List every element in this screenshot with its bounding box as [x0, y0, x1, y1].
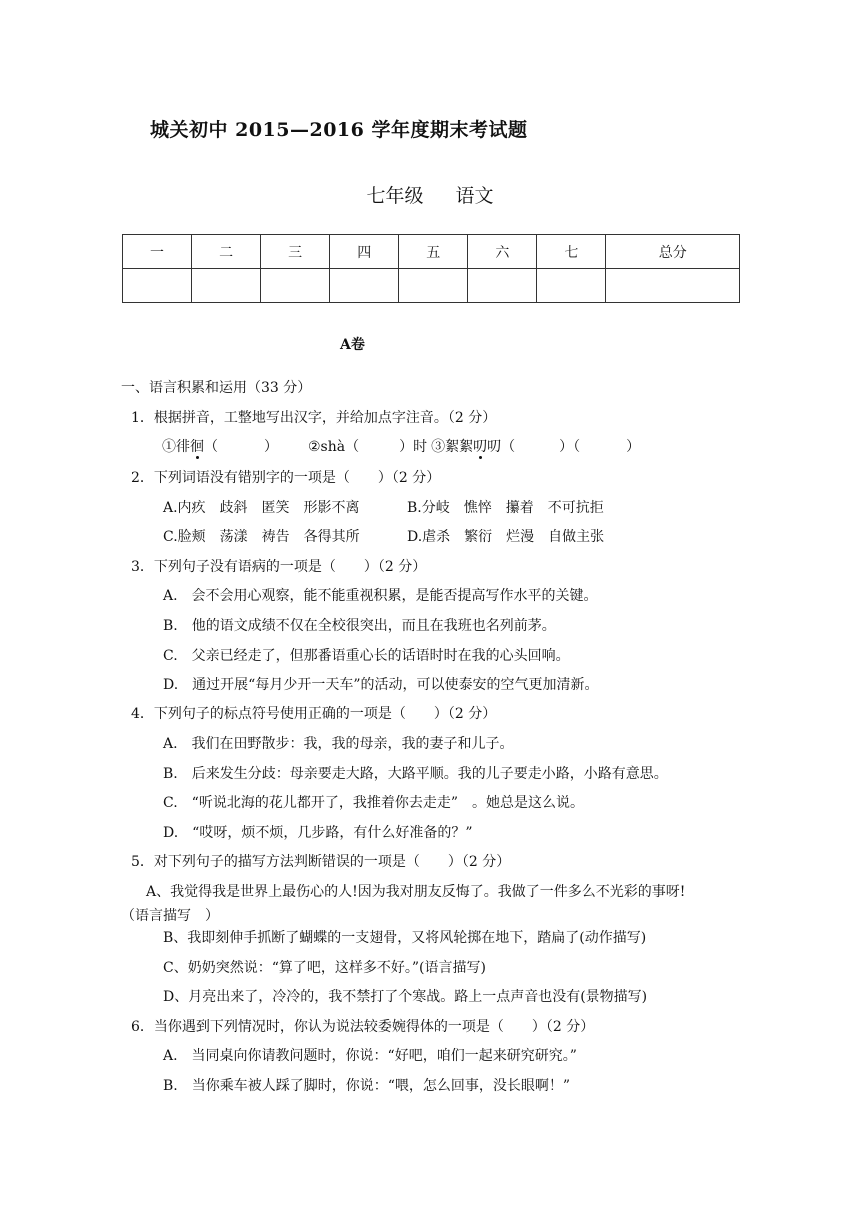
- q6-text: 6．当你遇到下列情况时，你认为说法较委婉得体的一项是（ ）（2 分）: [131, 1019, 595, 1035]
- q1-item1-pre: ①徘: [162, 439, 190, 455]
- score-col-7: 七: [537, 235, 606, 269]
- q4-option-c: C. “听说北海的花儿都开了，我推着你去走走” 。她总是这么说。: [163, 795, 584, 811]
- q5-option-a-note: （语言描写 ）: [121, 908, 219, 924]
- score-col-3: 三: [261, 235, 330, 269]
- exam-subtitle: [0, 181, 860, 208]
- q1-item1-dotted: 徊: [190, 439, 204, 455]
- q6-option-a: A. 当同桌向你请教问题时，你说：“好吧，咱们一起来研究研究。”: [163, 1048, 577, 1064]
- q4-option-d: D. “哎呀，烦不烦，几步路，有什么好准备的？”: [163, 825, 473, 841]
- q2-text: 2．下列词语没有错别字的一项是（ ）（2 分）: [131, 470, 441, 486]
- q1-item1-open: （: [204, 439, 218, 455]
- q1-item3-open: 叨（: [487, 439, 516, 455]
- q2-option-d: D.虐杀 繁衍 烂漫 自做主张: [407, 529, 605, 545]
- score-cell: [537, 269, 606, 303]
- score-table-header-row: [123, 235, 740, 269]
- score-col-4: 四: [330, 235, 399, 269]
- q2-option-a: A.内疚 歧斜 匿笑 形影不离: [163, 500, 360, 516]
- q1-item3-close: ）: [626, 439, 641, 455]
- q1-items: [162, 436, 640, 456]
- subject-label: 语文: [455, 185, 494, 207]
- q1-item1-close: ）: [264, 439, 278, 455]
- score-col-total: 总分: [606, 235, 740, 269]
- q2-option-b: B.分岐 憔悴 攥着 不可抗拒: [407, 500, 604, 516]
- exam-title: 城关初中 2015—2016 学年度期末考试题: [150, 119, 528, 141]
- section-a-label: A卷: [340, 337, 365, 353]
- q1-item2-close: ）时: [399, 439, 428, 455]
- grade-label: 七年级: [366, 185, 424, 207]
- score-table: [122, 234, 740, 303]
- q4-text: 4．下列句子的标点符号使用正确的一项是（ ）（2 分）: [131, 706, 497, 722]
- score-cell: [606, 269, 740, 303]
- q3-option-b: B. 他的语文成绩不仅在全校很突出，而且在我班也名列前茅。: [163, 618, 556, 634]
- q2-option-c: C.脸颊 荡漾 祷告 各得其所: [163, 529, 360, 545]
- q5-option-a: A、我觉得我是世界上最伤心的人!因为我对朋友反悔了。我做了一件多么不光彩的事呀!: [146, 884, 686, 900]
- q1-item2: ②shà（: [308, 439, 360, 455]
- score-cell: [261, 269, 330, 303]
- q3-option-d: D. 通过开展“每月少开一天车”的活动，可以使泰安的空气更加清新。: [163, 677, 599, 693]
- q5-option-c: C、奶奶突然说：“算了吧，这样多不好。”(语言描写): [163, 960, 486, 976]
- q1-text: 1．根据拼音，工整地写出汉字，并给加点字注音。（2 分）: [131, 410, 497, 426]
- score-cell: [123, 269, 192, 303]
- score-table-blank-row: [123, 269, 740, 303]
- score-cell: [468, 269, 537, 303]
- q1-item3-dotted: 叨: [473, 439, 488, 455]
- q4-option-b: B. 后来发生分歧：母亲要走大路，大路平顺。我的儿子要走小路，小路有意思。: [163, 766, 668, 782]
- q1-item3-pre: ③絮絮: [431, 439, 474, 455]
- q3-text: 3．下列句子没有语病的一项是（ ）（2 分）: [131, 559, 427, 575]
- score-col-1: 一: [123, 235, 192, 269]
- score-col-2: 二: [192, 235, 261, 269]
- q4-option-a: A. 我们在田野散步：我，我的母亲，我的妻子和儿子。: [163, 736, 514, 752]
- q5-option-d: D、月亮出来了，冷冷的，我不禁打了个寒战。路上一点声音也没有(景物描写): [163, 989, 648, 1005]
- score-cell: [192, 269, 261, 303]
- q3-option-c: C. 父亲已经走了，但那番语重心长的话语时时在我的心头回响。: [163, 648, 570, 664]
- part1-heading: 一、语言积累和运用（33 分）: [121, 380, 312, 396]
- q5-option-b: B、我即刻伸手抓断了蝴蝶的一支翅骨，又将风轮掷在地下，踏扁了(动作描写): [163, 930, 647, 946]
- score-col-6: 六: [468, 235, 537, 269]
- score-col-5: 五: [399, 235, 468, 269]
- q6-option-b: B. 当你乘车被人踩了脚时，你说：“喂，怎么回事，没长眼啊！”: [163, 1078, 571, 1094]
- score-cell: [399, 269, 468, 303]
- q5-text: 5．对下列句子的描写方法判断错误的一项是（ ）（2 分）: [131, 854, 511, 870]
- q1-item3-mid: ）（: [559, 439, 581, 455]
- score-cell: [330, 269, 399, 303]
- q3-option-a: A. 会不会用心观察，能不能重视积累，是能否提高写作水平的关键。: [163, 588, 598, 604]
